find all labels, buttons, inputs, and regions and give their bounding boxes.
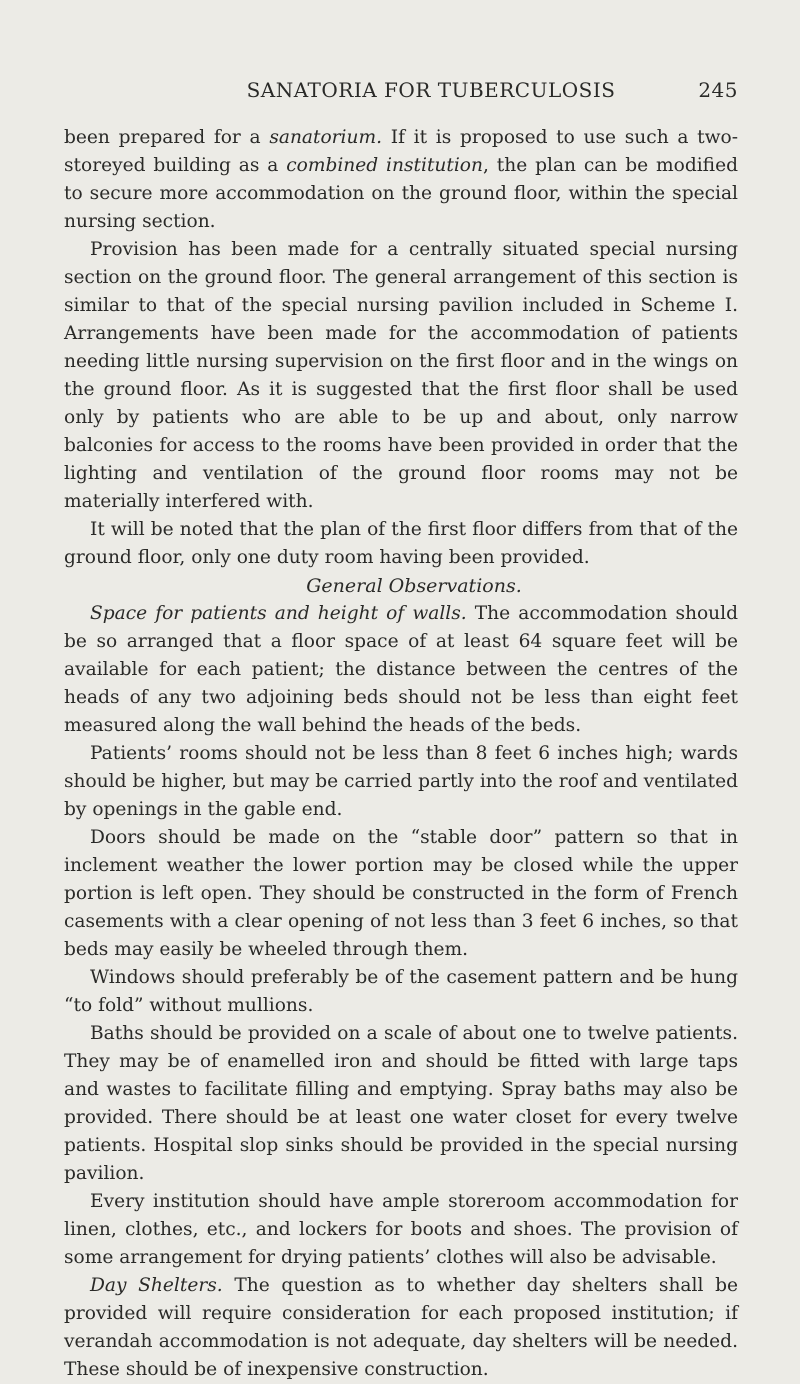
paragraph-4 [64, 600, 738, 740]
paragraph-7: Windows should preferably be of the casement pattern and be hung “to fold” without mullions. [64, 967, 738, 1016]
paragraph-1-text-c: , the plan can be modified to secure more accommodation on the ground floor, within the special nursing section. [64, 155, 738, 232]
paragraph-1-text-b: If it is proposed to use such a two-storeyed building as a [64, 127, 739, 176]
paragraph-10 [64, 1272, 738, 1384]
body-text [64, 124, 738, 1384]
paragraph-9: Every institution should have ample storeroom accommodation for linen, clothes, etc., and lockers for boots and shoes. The provision of some arrangement for drying patients’ clothes will also be advisable. [64, 1191, 738, 1268]
paragraph-10-text: The question as to whether day shelters shall be provided will require consideration for each proposed institution; if verandah accommodation is not adequate, day shelters will be needed. These should be of inexpensive construction. [64, 1275, 739, 1380]
section-heading: General Observations. [306, 575, 522, 597]
paragraph-1-text-a: been prepared for a [64, 127, 270, 148]
paragraph-10-subheading: Day Shelters. [90, 1275, 223, 1296]
paragraph-5: Patients’ rooms should not be less than 8 feet 6 inches high; wards should be higher, but may be carried partly into the roof and ventilated by openings in the gable end. [64, 743, 738, 820]
paragraph-2: Provision has been made for a centrally situated special nursing section on the ground floor. The general arrangement of this section is similar to that of the special nursing pavilion included in Scheme I. Arrangements have been made for the accommodation of patients needing little nursing supervision on the first floor and in the wings on the ground floor. As it is suggested that the first floor shall be used only by patients who are able to be up and about, only narrow balconies for access to the rooms have been provided in order that the lighting and ventilation of the ground floor rooms may not be materially interfered with. [64, 239, 738, 512]
paragraph-8: Baths should be provided on a scale of about one to twelve patients. They may be of enamelled iron and should be fitted with large taps and wastes to facilitate filling and emptying. Spray baths may also be provided. There should be at least one water closet for every twelve patients. Hospital slop sinks should be provided in the special nursing pavilion. [64, 1023, 738, 1184]
paragraph-3: It will be noted that the plan of the first floor differs from that of the ground floor, only one duty room having been provided. [64, 519, 738, 568]
paragraph-4-text: The accommodation should be so arranged that a floor space of at least 64 square feet will be available for each patient; the distance between the centres of the heads of any two adjoining beds should not be less than eight feet measured along the wall behind the heads of the beds. [64, 603, 738, 736]
paragraph-1 [64, 124, 738, 236]
paragraph-6: Doors should be made on the “stable door” pattern so that in inclement weather the lower portion may be closed while the upper portion is left open. They should be constructed in the form of French casements with a clear opening of not less than 3 feet 6 inches, so that beds may easily be wheeled through them. [64, 827, 738, 960]
paragraph-1-emphasis-sanatorium: sanatorium. [269, 127, 383, 148]
page-number: 245 [698, 78, 738, 102]
running-head-title: SANATORIA FOR TUBERCULOSIS [246, 78, 616, 102]
running-head [64, 78, 738, 114]
paragraph-4-subheading: Space for patients and height of walls. [90, 603, 467, 624]
paragraph-1-emphasis-combined: combined institution [286, 155, 483, 176]
